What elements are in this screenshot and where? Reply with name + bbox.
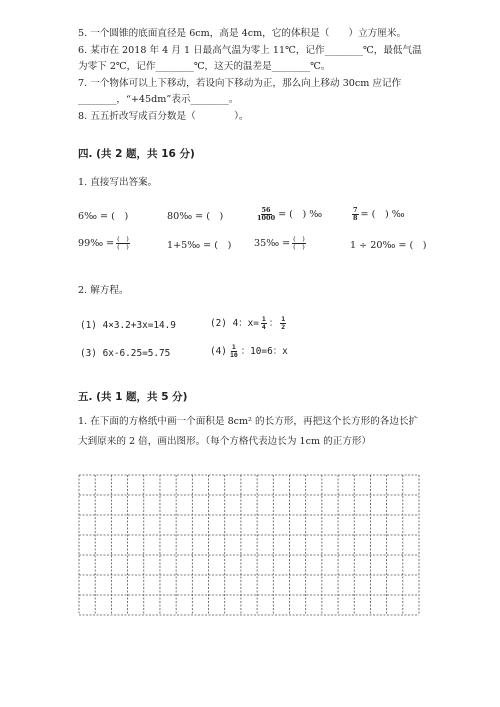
- section-5-title: 五. (共 1 题，共 5 分): [78, 391, 188, 403]
- fraction: $\frac{56}{1000}$: [257, 206, 276, 222]
- section-5-question-1-line-1: 1. 在下面的方格纸中画一个面积是 8cm² 的长方形，再把这个长方形的各边长扩: [78, 416, 419, 427]
- fraction: $\frac{7}{8}$: [353, 206, 358, 222]
- fraction: $\frac{( )}{( )}$: [293, 235, 305, 251]
- equation-2: (2) 4：x= $\frac{1}{4}$ ： $\frac{1}{2}$: [210, 315, 286, 331]
- equation-3: (3) 6x-6.25=5.75: [80, 348, 171, 359]
- question-7-line-1: 7. 一个物体可以上下移动，若设向下移动为正，那么向上移动 30cm 应记作: [78, 78, 402, 89]
- square-grid-paper: [78, 474, 420, 616]
- question-8: 8. 五五折改写成百分数是（ ）。: [78, 111, 249, 122]
- question-6-line-2: 为零下 2℃，记作________℃，这天的温差是________℃。: [78, 61, 331, 72]
- question-7-line-2: ________，“+45dm”表示________。: [78, 94, 239, 105]
- fraction: $\frac{1}{2}$: [281, 315, 286, 331]
- section-4-title: 四. (共 2 题，共 16 分): [78, 148, 195, 160]
- calc-item-1: 6‰ = ( ): [78, 211, 129, 222]
- fraction: $\frac{( )}{( )}$: [117, 235, 129, 251]
- equation-1: (1) 4×3.2+3x=14.9: [80, 320, 176, 331]
- calc-item-3: $\frac{56}{1000}$ = ( ) ‰: [257, 206, 323, 222]
- fraction: $\frac{1}{10}$: [229, 343, 238, 359]
- question-6-line-1: 6. 某市在 2018 年 4 月 1 日最高气温为零上 11℃，记作________℃，最低气温: [78, 45, 422, 56]
- calc-item-5: 99‰ = $\frac{( )}{( )}$: [78, 235, 129, 251]
- equation-4: (4) $\frac{1}{10}$ ：10=6：x: [210, 343, 288, 359]
- section-4-question-2: 2. 解方程。: [78, 285, 129, 296]
- calc-item-2: 80‰ = ( ): [167, 211, 224, 222]
- calc-item-6: 1+5‰ = ( ): [167, 240, 232, 251]
- calc-item-4: $\frac{7}{8}$ = ( ) ‰: [353, 206, 405, 222]
- calc-item-7: 35‰ = $\frac{( )}{( )}$: [254, 235, 305, 251]
- calc-item-8: 1 ÷ 20‰ = ( ): [350, 240, 427, 251]
- question-5: 5. 一个圆锥的底面直径是 6cm，高是 4cm，它的体积是（ ）立方厘米。: [78, 28, 407, 39]
- section-5-question-1-line-2: 大到原来的 2 倍，画出图形。（每个方格代表边长为 1cm 的正方形）: [78, 436, 372, 447]
- section-4-question-1: 1. 直接写出答案。: [78, 177, 158, 188]
- fraction: $\frac{1}{4}$: [261, 315, 266, 331]
